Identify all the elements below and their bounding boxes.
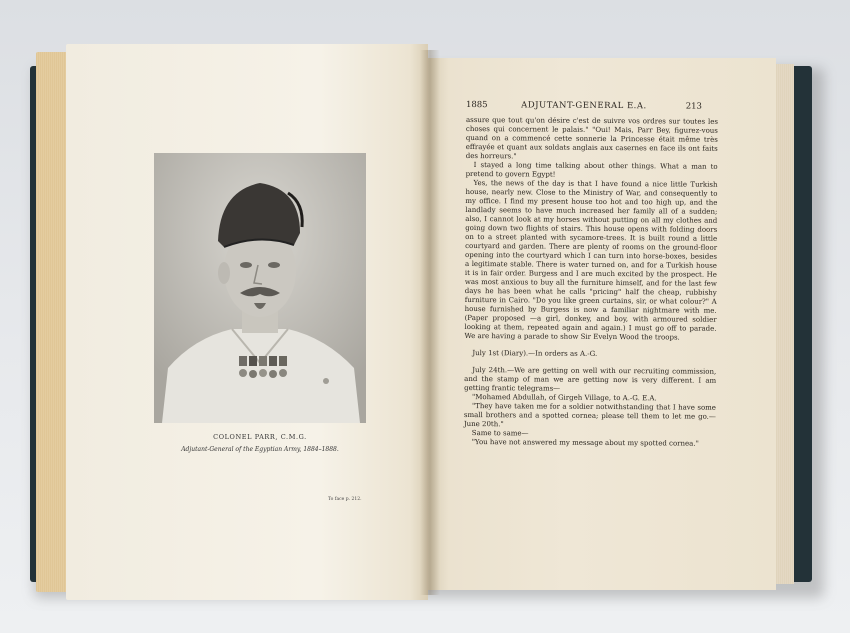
- running-head-title: ADJUTANT-GENERAL E.A.: [521, 100, 647, 112]
- paragraph: Yes, the news of the day is that I have found a nice little Turkish house, nearly new. Close to the Ministry of War, and consequently to my office. I find my present house too hot and too high up, and the landlady seems to have much increased her family all of a sudden; also, I cannot look at my horses without putting on all my clothes and going down two flights of stairs. This house opens with folding doors on to a street planted with sycamore-trees. It is built round a little courtyard and garden. There are plenty of rooms on the ground-floor opening into the courtyard which I can turn into horse-boxes, besides a legitimate stable. There is water turned on, and for a Turkish house it is in fair order. Burgess and I are much excited by the prospect. He was most anxious to buy all the furniture himself, and for the last few days he has been what he calls "pricing" half the cheap, rubbishy furniture in Cairo. "Do you like green curtains, sir, or what colour?" A house furnished by Burgess is now a familiar nightmare with me. (Paper proposed —a girl, donkey, and boy, with armoured soldier looking at them, repeated again and again.) I must go off to parade. We are having a parade to show Sir Evelyn Wood the troops.: [464, 179, 718, 342]
- paragraph: "They have taken me for a soldier notwithstanding that I have some small brothers and a spotted cornea; please tell them to let me go.—June 20th.": [463, 402, 716, 429]
- page-body-text: [464, 116, 718, 449]
- plate-placement-note: To face p. 212.: [328, 497, 362, 502]
- paragraph: I stayed a long time talking about other things. What a man to pretend to govern Egypt!: [465, 161, 718, 179]
- running-head-year: 1885: [465, 100, 488, 111]
- paragraph: July 1st (Diary).—In orders as A.-G.: [472, 349, 598, 358]
- paragraph: July 24th.—We are getting on well with our recruiting commission, and the stamp of man we are getting now is very different. I am getting frantic telegrams—: [464, 366, 717, 393]
- paragraph: Same to same—: [471, 429, 529, 438]
- page-number: 213: [685, 101, 702, 112]
- book-gutter: [420, 50, 440, 595]
- portrait-photo: [154, 153, 366, 423]
- paragraph: "You have not answered my message about my spotted cornea.": [471, 438, 699, 448]
- paragraph: "Mohamed Abdullah, of Girgeh Village, to A.-G. E.A.: [472, 393, 657, 403]
- paragraph: assure que tout qu'on désire c'est de suivre vos ordres sur toutes les choses qui concernent le palais." "Oui! Mais, Parr Bey, figurez-vous quand on a commencé cette sonnerie la Princesse était même très effrayée et quant aux soldats anglais aux casernes en face ils ont faits des horreurs.": [465, 116, 718, 161]
- running-head: [466, 100, 702, 114]
- photo-caption-subtitle: Adjutant-General of the Egyptian Army, 1884–1888.: [181, 446, 339, 453]
- photo-caption-name: COLONEL PARR, C.M.G.: [213, 433, 307, 441]
- portrait-illustration: [154, 153, 366, 423]
